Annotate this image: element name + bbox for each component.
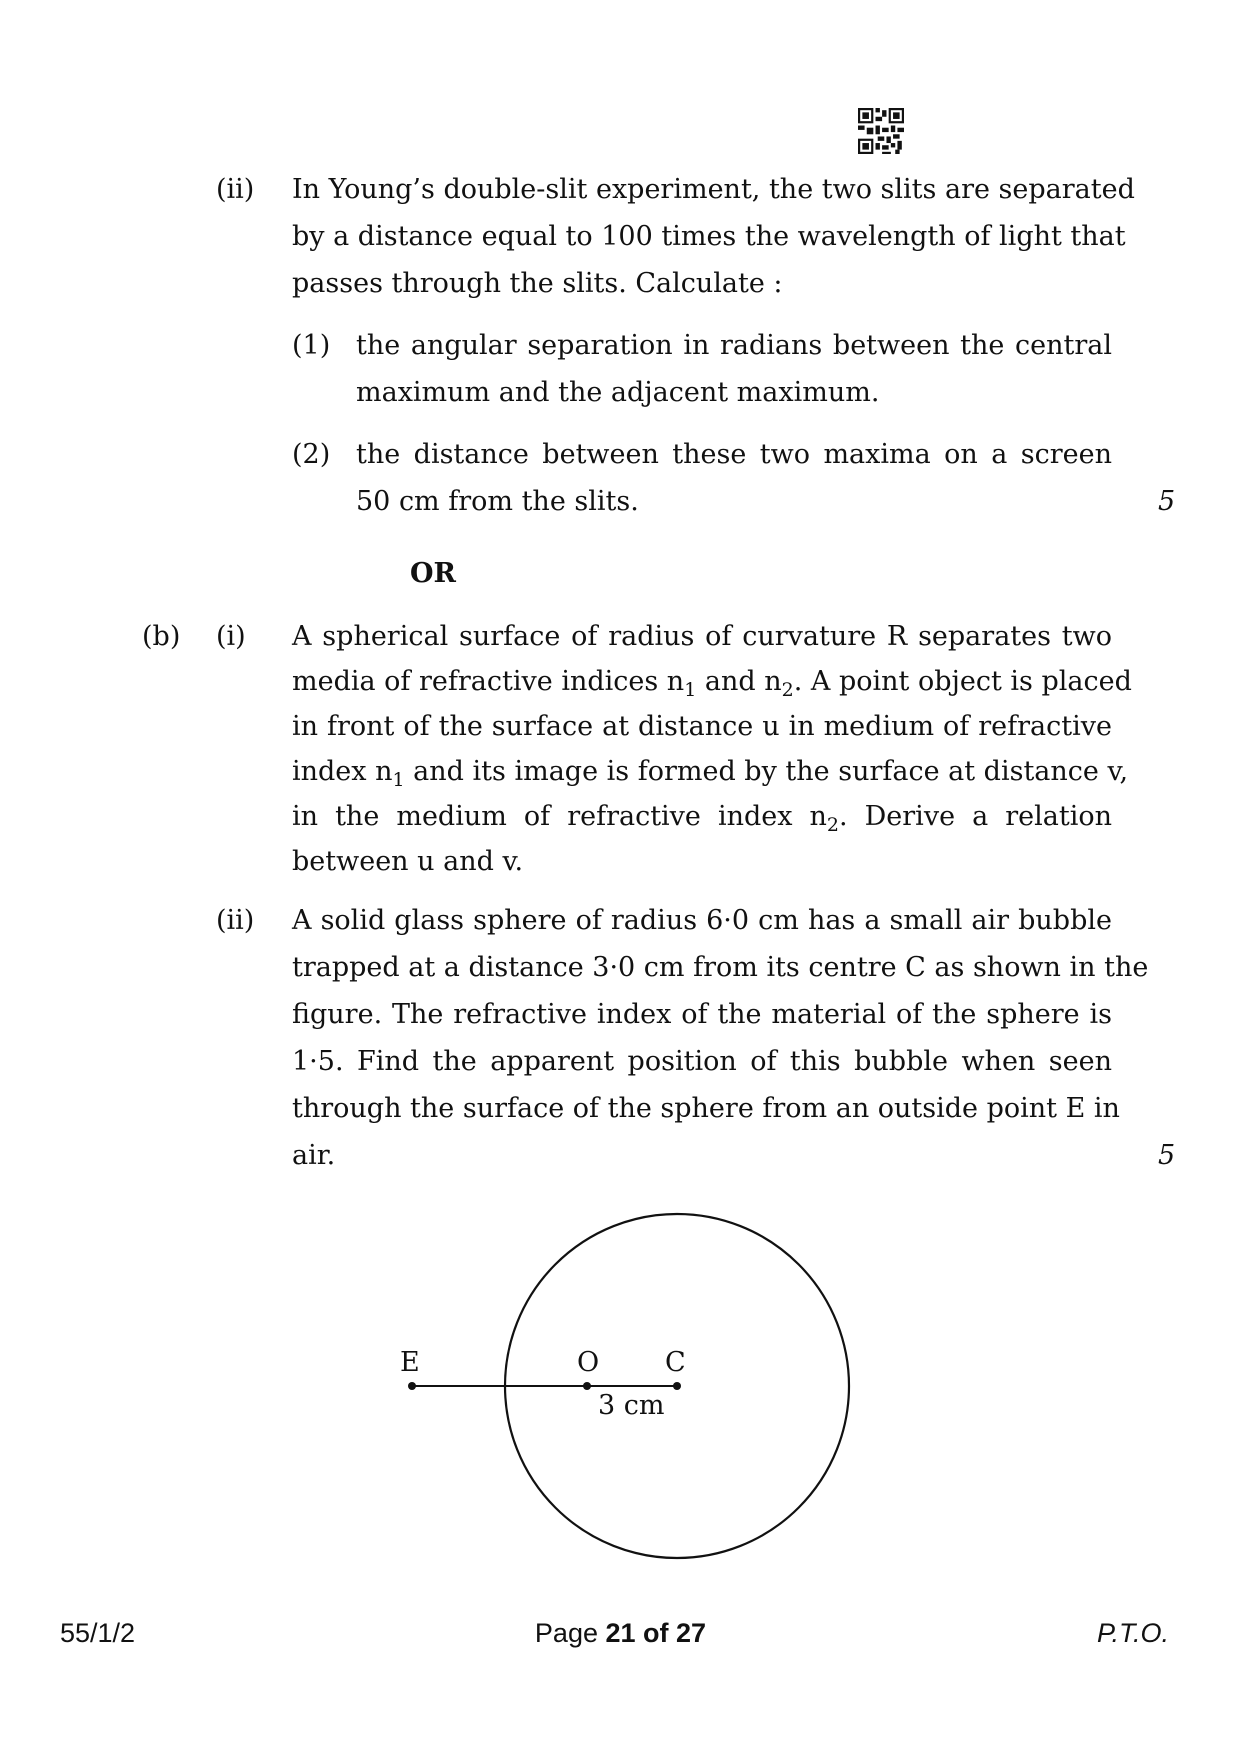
question-text-line: by a distance equal to 100 times the wavelength of light that: [292, 221, 1126, 252]
question-text-line: In Young’s double-slit experiment, the two slits are separated: [292, 174, 1135, 205]
question-text-line: A spherical surface of radius of curvature R separates two: [292, 621, 1112, 652]
question-text-line: media of refractive indices $n_1$ and $n_2$. A point object is placed: [292, 666, 1132, 701]
question-text-line: through the surface of the sphere from an outside point E in: [292, 1093, 1120, 1124]
subpart-text-line: the distance between these two maxima on a screen: [356, 439, 1112, 470]
or-separator: OR: [410, 558, 456, 589]
marks-label: 5: [1158, 486, 1176, 517]
question-text-line: trapped at a distance 3·0 cm from its centre C as shown in the: [292, 952, 1149, 983]
question-label-b-ii: (ii): [216, 905, 255, 936]
question-text-line: A solid glass sphere of radius 6·0 cm has a small air bubble: [292, 905, 1112, 936]
question-label-b-i: (i): [216, 621, 246, 652]
point-o-dot: [583, 1382, 591, 1390]
point-c-dot: [673, 1382, 681, 1390]
subpart-text-line: maximum and the adjacent maximum.: [356, 377, 880, 408]
marks-label: 5: [1158, 1140, 1176, 1171]
question-text-line: passes through the slits. Calculate :: [292, 268, 783, 299]
pto-label: P.T.O.: [1096, 1618, 1169, 1648]
point-c-label: C: [665, 1347, 686, 1378]
distance-label: 3 cm: [598, 1390, 665, 1421]
question-text-line: index $n_1$ and its image is formed by the surface at distance v,: [292, 756, 1129, 791]
subpart-label-2: (2): [292, 439, 331, 470]
question-text-line: in front of the surface at distance u in medium of refractive: [292, 711, 1112, 742]
question-text-line: 1·5. Find the apparent position of this bubble when seen: [292, 1046, 1112, 1077]
page-number: Page 21 of 27: [534, 1618, 707, 1648]
point-o-label: O: [577, 1347, 600, 1378]
subpart-label-1: (1): [292, 330, 331, 361]
subpart-text-line: 50 cm from the slits.: [356, 486, 639, 517]
point-e-dot: [408, 1382, 416, 1390]
question-text-line: figure. The refractive index of the material of the sphere is: [292, 999, 1112, 1030]
question-text-line: air.: [292, 1140, 336, 1171]
question-label-a-ii: (ii): [216, 174, 255, 205]
sphere-diagram: [380, 1200, 880, 1580]
question-label-b: (b): [142, 621, 181, 652]
subpart-text-line: the angular separation in radians between the central: [356, 330, 1112, 361]
paper-code: 55/1/2: [60, 1618, 136, 1648]
question-text-line: in the medium of refractive index $n_2$. Derive a relation: [292, 801, 1112, 836]
point-e-label: E: [400, 1347, 420, 1378]
qr-code-icon: [858, 108, 904, 154]
question-text-line: between u and v.: [292, 846, 524, 877]
